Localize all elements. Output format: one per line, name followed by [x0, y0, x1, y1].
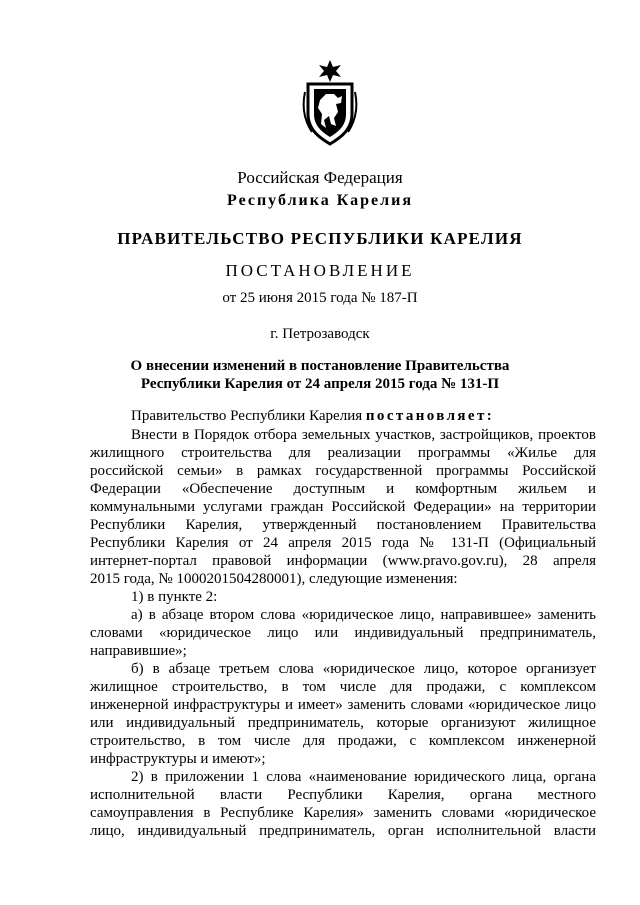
body-line: жилищного строительства для реализации программы «Жилье для — [90, 445, 596, 461]
document-title — [0, 357, 640, 393]
body-line: словами «юридическое лицо или индивидуальный предприниматель, — [90, 625, 596, 641]
body-line: коммунальными услугами граждан Российской Федерации» на территории — [90, 499, 596, 515]
body-line: 1) в пункте 2: — [131, 589, 218, 605]
preamble-emphasis: постановляет: — [365, 408, 495, 424]
body-line: Республики Карелия от 24 апреля 2015 года № 131-П (Официальный — [90, 535, 596, 551]
body-line: российской семьи» в рамках государственной программы Российской — [90, 463, 596, 479]
body-line: Федерации «Обеспечение доступным и комфортным жильем и — [90, 481, 596, 497]
body-line: самоуправления в Республике Карелия» заменить словами «юридическое — [90, 805, 596, 821]
body-line: б) в абзаце третьем слова «юридическое лицо, которое организует — [131, 661, 596, 677]
body-line: а) в абзаце втором слова «юридическое лицо, направившее» заменить — [131, 607, 596, 623]
government-name: ПРАВИТЕЛЬСТВО РЕСПУБЛИКИ КАРЕЛИЯ — [117, 229, 523, 248]
body-line: лицо, индивидуальный предприниматель, орган исполнительной власти — [90, 823, 596, 839]
body-line: строительство, в том числе для продажи, с комплексом инженерной — [90, 733, 596, 749]
country-name: Российская Федерация — [237, 168, 403, 187]
document-date-number: от 25 июня 2015 года № 187-П — [222, 290, 418, 306]
body-line: инфраструктуры и имеют»; — [90, 751, 266, 767]
republic-name: Республика Карелия — [227, 192, 413, 209]
body-line: Внести в Порядок отбора земельных участков, застройщиков, проектов — [131, 427, 596, 443]
body-line: направившие»; — [90, 643, 187, 659]
preamble-text: Правительство Республики Карелия — [131, 408, 366, 424]
body-line: 2) в приложении 1 слова «наименование юридического лица, органа — [131, 769, 596, 785]
karelia-coat-of-arms-icon — [300, 58, 360, 146]
body-line: исполнительной власти Республики Карелия, органа местного — [90, 787, 596, 803]
body-line: жилищное строительство, в том числе для продажи, с комплексом — [90, 679, 596, 695]
body-line: 2015 года, № 1000201504280001), следующие изменения: — [90, 571, 458, 587]
preamble — [131, 407, 596, 425]
body-line: интернет-портал правовой информации (www.pravo.gov.ru), 28 апреля — [90, 553, 596, 569]
document-title-line: Республики Карелия от 24 апреля 2015 года № 131-П — [140, 376, 500, 392]
body-line: или индивидуальный предприниматель, которые организуют жилищное — [90, 715, 596, 731]
body-line: инженерной инфраструктуры и имеет» заменить словами «юридическое лицо — [90, 697, 596, 713]
document-city: г. Петрозаводск — [270, 326, 370, 342]
document-type: ПОСТАНОВЛЕНИЕ — [225, 261, 415, 280]
body-line: Республики Карелия, утвержденный постановлением Правительства — [90, 517, 596, 533]
document-title-line: О внесении изменений в постановление Правительства — [130, 358, 510, 374]
